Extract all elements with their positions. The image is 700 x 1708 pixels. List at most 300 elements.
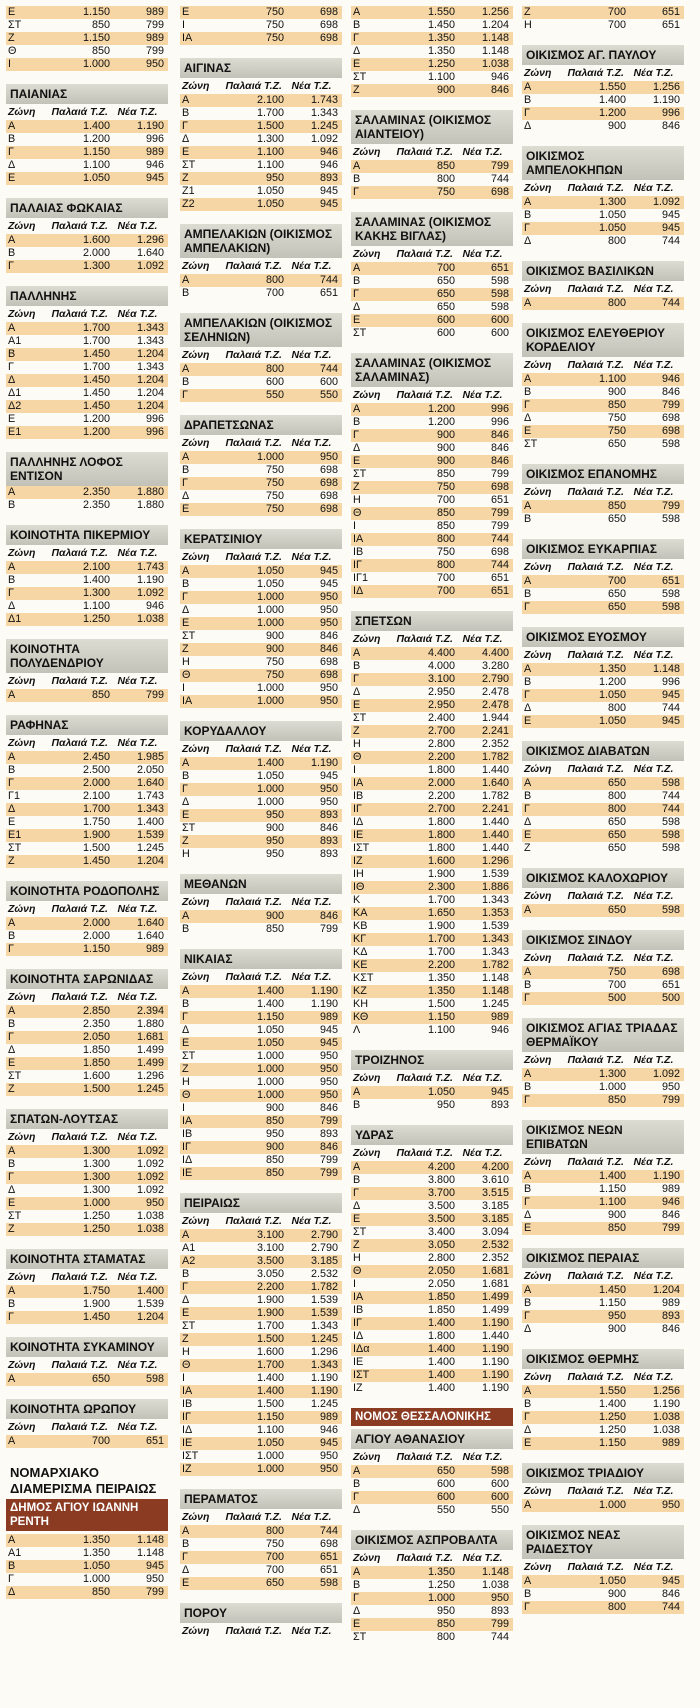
- new-value-cell: 996: [490, 416, 509, 428]
- zone-cell: Β: [8, 1298, 16, 1310]
- table-row: [180, 682, 342, 695]
- column-header: Παλαιά Τ.Ζ.: [396, 1552, 453, 1564]
- column-header: Ζώνη: [524, 486, 552, 498]
- zone-cell: Ε: [8, 6, 16, 18]
- column-header: Ζώνη: [353, 1552, 381, 1564]
- new-value-cell: 1.190: [652, 1398, 680, 1410]
- old-value-cell: 1.600: [82, 234, 110, 246]
- zone-cell: Α: [182, 94, 190, 106]
- old-value-cell: 850: [436, 468, 455, 480]
- old-value-cell: 850: [607, 500, 626, 512]
- zone-cell: Β: [524, 790, 532, 802]
- new-value-cell: 846: [319, 643, 338, 655]
- column-header: Νέα Τ.Ζ.: [117, 737, 158, 749]
- zone-cell: Β: [524, 386, 532, 398]
- table-row: [180, 757, 342, 770]
- zone-cell: ΣΤ: [524, 438, 538, 450]
- zone-cell: Θ: [182, 1089, 191, 1101]
- zone-cell: Β: [182, 464, 190, 476]
- table-row: [351, 494, 513, 507]
- table-row: [351, 186, 513, 199]
- old-value-cell: 800: [265, 274, 284, 286]
- zone-table: [6, 969, 168, 1096]
- zone-cell: Β: [353, 173, 361, 185]
- table-row: [351, 429, 513, 442]
- new-value-cell: 2.394: [136, 1005, 164, 1017]
- column-header: Παλαιά Τ.Ζ.: [567, 1561, 624, 1573]
- column-header: Παλαιά Τ.Ζ.: [567, 1156, 624, 1168]
- zone-cell: Η: [524, 19, 532, 31]
- old-value-cell: 500: [607, 992, 626, 1004]
- new-value-cell: 2.478: [481, 686, 509, 698]
- old-value-cell: 1.400: [427, 1317, 455, 1329]
- table-row: [522, 1183, 684, 1196]
- zone-table: [522, 146, 684, 248]
- zone-cell: Ε: [353, 1618, 361, 1630]
- table-row: [180, 796, 342, 809]
- column-header: Παλαιά Τ.Ζ.: [396, 1451, 453, 1463]
- column-1: [6, 6, 168, 1612]
- old-value-cell: 950: [265, 1128, 284, 1140]
- column-header: Ζώνη: [524, 1054, 552, 1066]
- table-row: [6, 829, 168, 842]
- new-value-cell: 893: [319, 809, 338, 821]
- new-value-cell: 1.343: [481, 933, 509, 945]
- table-row: [180, 809, 342, 822]
- table-rows: [522, 81, 684, 133]
- new-value-cell: 598: [319, 1577, 338, 1589]
- table-title: ΠΟΡΟΥ: [180, 1603, 342, 1623]
- table-row: [522, 702, 684, 715]
- new-value-cell: 946: [490, 1024, 509, 1036]
- table-title: ΠΕΡΑΜΑΤΟΣ: [180, 1489, 342, 1509]
- old-value-cell: 1.000: [256, 1076, 284, 1088]
- table-row: [351, 1566, 513, 1579]
- table-row: [351, 1605, 513, 1618]
- table-row: [351, 751, 513, 764]
- zone-cell: Γ: [182, 1011, 188, 1023]
- table-row: [180, 604, 342, 617]
- old-value-cell: 1.100: [256, 1424, 284, 1436]
- old-value-cell: 700: [607, 6, 626, 18]
- table-row: [180, 1437, 342, 1450]
- new-value-cell: 1.886: [481, 881, 509, 893]
- old-value-cell: 1.200: [82, 426, 110, 438]
- column-header: Παλαιά Τ.Ζ.: [567, 890, 624, 902]
- column-header: Ζώνη: [524, 1371, 552, 1383]
- old-value-cell: 1.500: [256, 120, 284, 132]
- new-value-cell: 598: [661, 842, 680, 854]
- old-value-cell: 700: [91, 1435, 110, 1447]
- new-value-cell: 3.280: [481, 660, 509, 672]
- zone-table: [180, 874, 342, 936]
- old-value-cell: 1.850: [427, 1291, 455, 1303]
- zone-cell: Γ: [8, 260, 14, 272]
- new-value-cell: 1.190: [136, 574, 164, 586]
- table-header: [6, 989, 168, 1005]
- column-header: Παλαιά Τ.Ζ.: [567, 763, 624, 775]
- old-value-cell: 1.300: [82, 1184, 110, 1196]
- new-value-cell: 550: [319, 389, 338, 401]
- old-value-cell: 1.000: [256, 1050, 284, 1062]
- table-title: ΔΡΑΠΕΤΣΩΝΑΣ: [180, 415, 342, 435]
- old-value-cell: 1.700: [82, 803, 110, 815]
- old-value-cell: 900: [265, 910, 284, 922]
- zone-cell: Δ: [353, 442, 361, 454]
- new-value-cell: 600: [490, 327, 509, 339]
- new-value-cell: 945: [661, 209, 680, 221]
- old-value-cell: 900: [607, 1323, 626, 1335]
- table-row: [6, 689, 168, 702]
- table-row: [522, 904, 684, 917]
- new-value-cell: 989: [319, 1411, 338, 1423]
- new-value-cell: 1.782: [481, 751, 509, 763]
- old-value-cell: 750: [607, 412, 626, 424]
- old-value-cell: 1.400: [82, 574, 110, 586]
- old-value-cell: 1.450: [82, 400, 110, 412]
- column-header: Ζώνη: [8, 547, 36, 559]
- new-value-cell: 598: [490, 288, 509, 300]
- new-value-cell: 1.245: [310, 1333, 338, 1345]
- old-value-cell: 900: [607, 1209, 626, 1221]
- table-row: [180, 172, 342, 185]
- zone-cell: Η: [353, 494, 361, 506]
- new-value-cell: 651: [661, 6, 680, 18]
- table-row: [6, 1158, 168, 1171]
- new-value-cell: 1.343: [136, 322, 164, 334]
- zone-cell: Β: [182, 578, 190, 590]
- new-value-cell: 950: [319, 796, 338, 808]
- old-value-cell: 800: [265, 363, 284, 375]
- new-value-cell: 2.050: [136, 764, 164, 776]
- zone-cell: Δ: [353, 301, 361, 313]
- table-row: [180, 1385, 342, 1398]
- table-row: [6, 234, 168, 247]
- table-header: [351, 631, 513, 647]
- table-row: [6, 322, 168, 335]
- table-row: [522, 6, 684, 19]
- new-value-cell: 698: [319, 656, 338, 668]
- table-title: ΣΑΛΑΜΙΝΑΣ (ΟΙΚΙΣΜΟΣ ΑΙΑΝΤΕΙΟΥ): [351, 110, 513, 144]
- old-value-cell: 1.000: [256, 695, 284, 707]
- zone-cell: Δ: [8, 374, 16, 386]
- table-row: [522, 1499, 684, 1512]
- column-header: Ζώνη: [353, 1147, 381, 1159]
- zone-cell: Α: [182, 565, 190, 577]
- old-value-cell: 1.050: [256, 1037, 284, 1049]
- zone-cell: Ε: [182, 6, 190, 18]
- table-row: [351, 559, 513, 572]
- old-value-cell: 1.700: [256, 1359, 284, 1371]
- old-value-cell: 1.700: [427, 946, 455, 958]
- zone-cell: Ι: [182, 1102, 185, 1114]
- table-rows: [6, 1285, 168, 1324]
- table-title: ΚΟΙΝΟΤΗΤΑ ΣΤΑΜΑΤΑΣ: [6, 1249, 168, 1269]
- table-row: [522, 196, 684, 209]
- table-row: [180, 185, 342, 198]
- old-value-cell: 1.900: [256, 1294, 284, 1306]
- zone-table: [6, 6, 168, 71]
- zone-table: [522, 868, 684, 917]
- new-value-cell: 950: [319, 1063, 338, 1075]
- new-value-cell: 945: [319, 578, 338, 590]
- column-header: Παλαιά Τ.Ζ.: [567, 182, 624, 194]
- new-value-cell: 1.204: [481, 19, 509, 31]
- table-row: [6, 1184, 168, 1197]
- column-header: Ζώνη: [8, 991, 36, 1003]
- table-rows: [351, 1161, 513, 1395]
- table-row: [351, 1291, 513, 1304]
- new-value-cell: 989: [661, 1437, 680, 1449]
- column-header: Νέα Τ.Ζ.: [633, 890, 674, 902]
- new-value-cell: 698: [661, 425, 680, 437]
- new-value-cell: 846: [490, 455, 509, 467]
- old-value-cell: 950: [265, 172, 284, 184]
- old-value-cell: 1.350: [427, 985, 455, 997]
- new-value-cell: 846: [661, 1209, 680, 1221]
- zone-cell: Γ: [182, 120, 188, 132]
- table-row: [180, 1525, 342, 1538]
- column-4: [522, 6, 684, 1627]
- old-value-cell: 1.000: [598, 1499, 626, 1511]
- table-row: [6, 574, 168, 587]
- table-row: [180, 363, 342, 376]
- zone-cell: Β: [524, 979, 532, 991]
- table-row: [180, 32, 342, 45]
- zone-table: [6, 639, 168, 702]
- column-2: [180, 6, 342, 1652]
- table-row: [522, 438, 684, 451]
- zone-cell: ΣΤ: [182, 159, 196, 171]
- old-value-cell: 800: [607, 702, 626, 714]
- zone-cell: Β: [524, 1183, 532, 1195]
- column-header: Παλαιά Τ.Ζ.: [225, 80, 282, 92]
- zone-cell: Β: [182, 107, 190, 119]
- zone-cell: Β: [524, 94, 532, 106]
- zone-cell: ΙΖ: [353, 855, 363, 867]
- zone-cell: Ε: [182, 617, 190, 629]
- column-header: Παλαιά Τ.Ζ.: [567, 649, 624, 661]
- column-header: Παλαιά Τ.Ζ.: [225, 349, 282, 361]
- old-value-cell: 650: [607, 904, 626, 916]
- table-row: [180, 923, 342, 936]
- old-value-cell: 850: [91, 19, 110, 31]
- old-value-cell: 1.500: [256, 1333, 284, 1345]
- column-header: Νέα Τ.Ζ.: [633, 952, 674, 964]
- new-value-cell: 744: [661, 1601, 680, 1613]
- table-row: [180, 1037, 342, 1050]
- old-value-cell: 1.150: [82, 943, 110, 955]
- table-header: [6, 901, 168, 917]
- old-value-cell: 650: [436, 1465, 455, 1477]
- table-row: [6, 842, 168, 855]
- table-row: [6, 172, 168, 185]
- new-value-cell: 1.092: [136, 1145, 164, 1157]
- zone-cell: ΣΤ: [8, 1210, 22, 1222]
- zone-cell: Α: [524, 196, 532, 208]
- old-value-cell: 1.700: [82, 361, 110, 373]
- zone-cell: Γ: [353, 186, 359, 198]
- old-value-cell: 1.250: [598, 1411, 626, 1423]
- column-header: Ζώνη: [524, 1485, 552, 1497]
- old-value-cell: 2.000: [82, 917, 110, 929]
- old-value-cell: 1.350: [427, 45, 455, 57]
- new-value-cell: 1.539: [481, 868, 509, 880]
- table-header: [180, 78, 342, 94]
- table-header: [6, 1357, 168, 1373]
- old-value-cell: 850: [436, 160, 455, 172]
- new-value-cell: 1.092: [136, 260, 164, 272]
- old-value-cell: 1.400: [427, 1382, 455, 1394]
- table-row: [522, 1310, 684, 1323]
- table-header: [522, 357, 684, 373]
- old-value-cell: 1.550: [427, 6, 455, 18]
- new-value-cell: 1.190: [136, 120, 164, 132]
- table-row: [6, 1044, 168, 1057]
- new-value-cell: 1.296: [136, 234, 164, 246]
- new-value-cell: 799: [145, 689, 164, 701]
- table-row: [351, 1465, 513, 1478]
- old-value-cell: 700: [436, 494, 455, 506]
- column-header: Παλαιά Τ.Ζ.: [51, 308, 108, 320]
- table-header: [522, 1559, 684, 1575]
- zone-cell: Α: [8, 322, 16, 334]
- old-value-cell: 550: [265, 389, 284, 401]
- column-header: Ζώνη: [8, 1271, 36, 1283]
- new-value-cell: 846: [661, 386, 680, 398]
- new-value-cell: 500: [661, 992, 680, 1004]
- new-value-cell: 1.400: [136, 816, 164, 828]
- table-rows: [6, 234, 168, 273]
- table-title: ΟΙΚΙΣΜΟΣ ΕΠΑΝΟΜΗΣ: [522, 464, 684, 484]
- new-value-cell: 1.148: [481, 45, 509, 57]
- old-value-cell: 2.700: [427, 725, 455, 737]
- old-value-cell: 2.350: [82, 1018, 110, 1030]
- column-header: Νέα Τ.Ζ.: [462, 1552, 503, 1564]
- old-value-cell: 3.700: [427, 1187, 455, 1199]
- table-row: [351, 1631, 513, 1644]
- zone-table: [180, 721, 342, 861]
- table-rows: [522, 1170, 684, 1235]
- column-header: Νέα Τ.Ζ.: [291, 896, 332, 908]
- old-value-cell: 1.050: [82, 1560, 110, 1572]
- table-row: [6, 803, 168, 816]
- new-value-cell: 950: [319, 682, 338, 694]
- table-title: ΚΟΙΝΟΤΗΤΑ ΡΟΔΟΠΟΛΗΣ: [6, 881, 168, 901]
- zone-cell: Γ: [182, 1281, 188, 1293]
- zone-cell: Β: [524, 1081, 532, 1093]
- old-value-cell: 3.100: [256, 1229, 284, 1241]
- column-header: Παλαιά Τ.Ζ.: [51, 675, 108, 687]
- table-row: [180, 376, 342, 389]
- zone-cell: Γ: [524, 601, 530, 613]
- old-value-cell: 1.000: [82, 1573, 110, 1585]
- zone-table: [351, 110, 513, 199]
- zone-cell: ΣΤ: [8, 1070, 22, 1082]
- old-value-cell: 1.700: [256, 107, 284, 119]
- new-value-cell: 651: [661, 19, 680, 31]
- zone-table: [180, 415, 342, 516]
- column-header: Ζώνη: [524, 1270, 552, 1282]
- zone-cell: ΙΕ: [353, 1356, 364, 1368]
- zone-cell: Γ: [8, 1171, 14, 1183]
- zone-cell: Γ: [8, 1031, 14, 1043]
- zone-cell: ΙΣΤ: [182, 1450, 199, 1462]
- table-rows: [522, 1385, 684, 1450]
- new-value-cell: 1.640: [136, 777, 164, 789]
- new-value-cell: 1.681: [481, 1278, 509, 1290]
- column-header: Νέα Τ.Ζ.: [462, 633, 503, 645]
- old-value-cell: 2.200: [427, 751, 455, 763]
- table-row: [6, 1171, 168, 1184]
- new-value-cell: 846: [319, 630, 338, 642]
- old-value-cell: 1.400: [256, 1385, 284, 1397]
- old-value-cell: 1.350: [427, 32, 455, 44]
- zone-cell: Ε: [524, 829, 532, 841]
- column-header: Νέα Τ.Ζ.: [291, 260, 332, 272]
- new-value-cell: 946: [490, 71, 509, 83]
- table-row: [351, 673, 513, 686]
- column-header: Νέα Τ.Ζ.: [633, 649, 674, 661]
- new-value-cell: 4.200: [481, 1161, 509, 1173]
- table-header: [522, 950, 684, 966]
- zone-cell: Θ: [182, 1359, 191, 1371]
- zone-cell: Α: [524, 1499, 532, 1511]
- new-value-cell: 1.640: [481, 777, 509, 789]
- zone-cell: Γ: [353, 673, 359, 685]
- zone-cell: Ι: [182, 682, 185, 694]
- old-value-cell: 1.350: [427, 972, 455, 984]
- zone-cell: ΣΤ: [353, 71, 367, 83]
- new-value-cell: 744: [319, 274, 338, 286]
- table-row: [6, 1057, 168, 1070]
- zone-cell: Α: [182, 451, 190, 463]
- table-row: [351, 314, 513, 327]
- table-row: [180, 695, 342, 708]
- zone-cell: Ι: [353, 520, 356, 532]
- old-value-cell: 2.200: [256, 1281, 284, 1293]
- old-value-cell: 3.500: [427, 1213, 455, 1225]
- zone-cell: Β: [8, 133, 16, 145]
- zone-cell: Α: [524, 1068, 532, 1080]
- zone-cell: Α: [8, 1285, 16, 1297]
- zone-cell: Θ: [353, 1265, 362, 1277]
- old-value-cell: 3.050: [256, 1268, 284, 1280]
- table-row: [351, 738, 513, 751]
- old-value-cell: 2.100: [82, 561, 110, 573]
- zone-table: [6, 525, 168, 626]
- table-row: [180, 1577, 342, 1590]
- new-value-cell: 1.190: [481, 1317, 509, 1329]
- column-header: Παλαιά Τ.Ζ.: [396, 1072, 453, 1084]
- zone-cell: Γ: [524, 222, 530, 234]
- new-value-cell: 600: [490, 1491, 509, 1503]
- table-title: ΚΕΡΑΤΣΙΝΙΟΥ: [180, 529, 342, 549]
- column-header: Νέα Τ.Ζ.: [633, 486, 674, 498]
- table-row: [522, 120, 684, 133]
- old-value-cell: 900: [607, 120, 626, 132]
- zone-cell: Η: [182, 1076, 190, 1088]
- table-row: [522, 373, 684, 386]
- old-value-cell: 850: [607, 1222, 626, 1234]
- zone-cell: Α: [8, 561, 16, 573]
- table-row: [351, 32, 513, 45]
- old-value-cell: 1.400: [598, 1398, 626, 1410]
- zone-cell: Δ: [182, 796, 190, 808]
- table-row: [351, 572, 513, 585]
- new-value-cell: 799: [490, 160, 509, 172]
- table-row: [180, 503, 342, 516]
